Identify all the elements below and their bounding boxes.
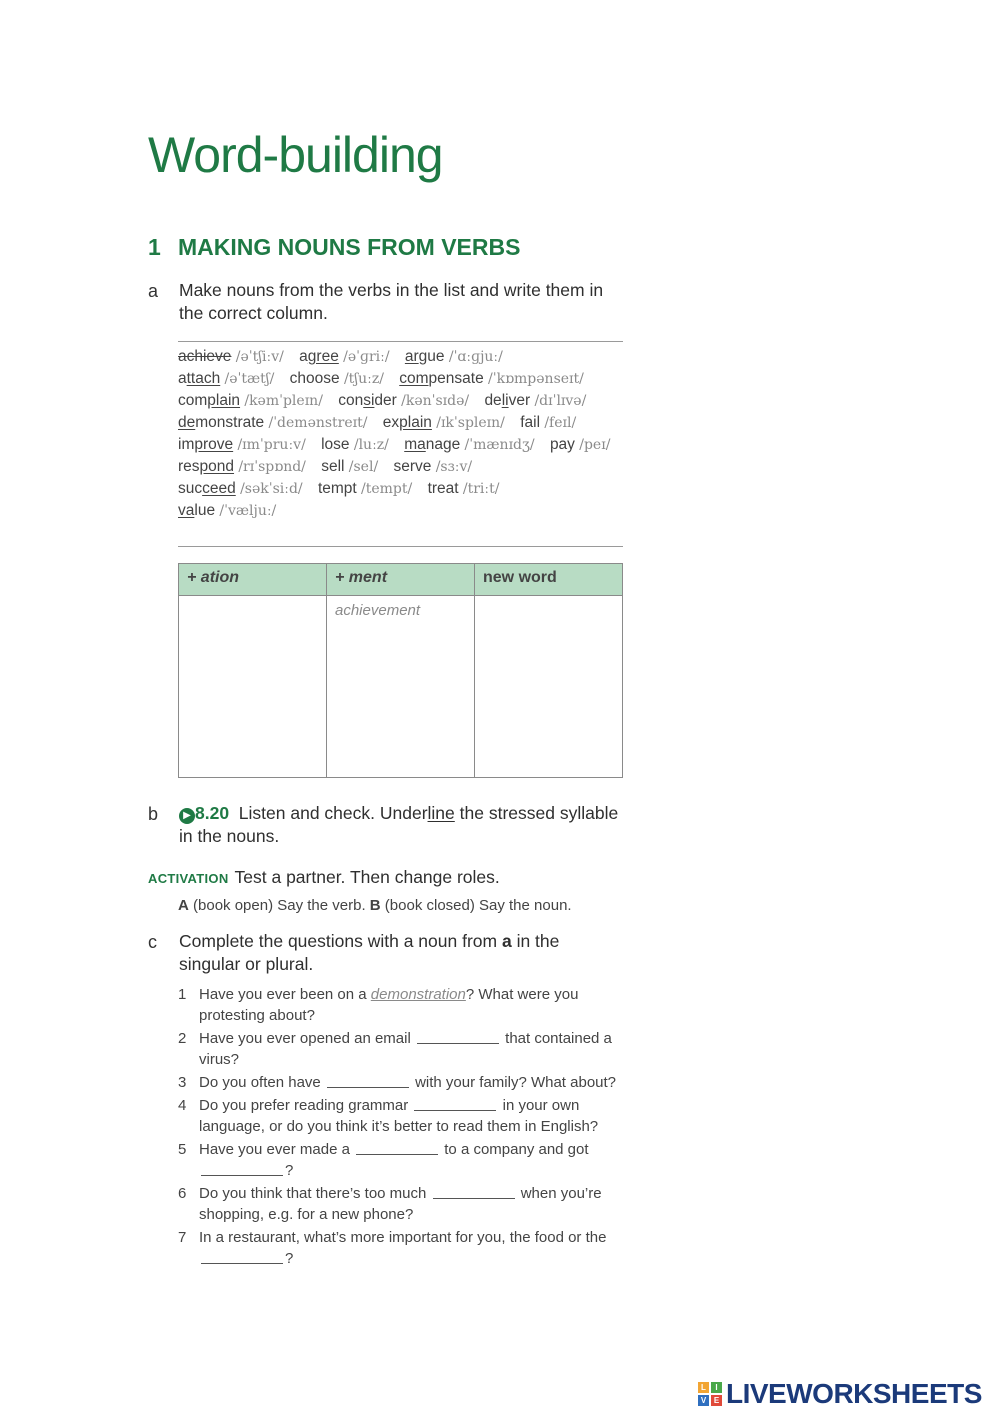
verb-word (338, 392, 397, 409)
phonetic-transcription: /ɪkˈspleɪn/ (436, 415, 505, 431)
question-part: in your own language, or do you think it’s better to read them in English? (199, 1097, 599, 1135)
verb-item (318, 480, 412, 497)
exercise-letter-a: a (148, 281, 159, 301)
phonetic-transcription: /əˈɡriː/ (343, 349, 390, 365)
question-text (199, 1183, 628, 1225)
question-part: when you’re shopping, e.g. for a new phone? (199, 1185, 602, 1223)
stressed-syllable: plain (399, 414, 432, 431)
question-number: 2 (178, 1030, 187, 1047)
phonetic-transcription: /ˈmænɪdʒ/ (464, 437, 535, 453)
phonetic-transcription: /sɜːv/ (435, 459, 473, 475)
role-a: A (178, 897, 189, 914)
verb-part: ver (508, 392, 531, 409)
exercise-letter-b: b (148, 804, 159, 824)
question-part: that contained a virus? (199, 1030, 612, 1068)
question-item (178, 1139, 628, 1181)
phonetic-transcription: /peɪ/ (579, 437, 611, 453)
stressed-syllable: ma (404, 436, 426, 453)
phonetic-transcription: /kənˈsɪdə/ (401, 393, 470, 409)
answer-blank[interactable] (201, 1249, 283, 1264)
verb-item (290, 370, 384, 387)
question-text (199, 1139, 628, 1181)
verb-word (428, 480, 459, 497)
question-item (178, 1028, 628, 1070)
exercise-b-text-end: the stressed syllable in the nouns. (179, 803, 619, 846)
logo-icon (698, 1382, 722, 1406)
verb-item (404, 436, 534, 453)
verb-part: a (178, 370, 187, 387)
verb-word (178, 370, 220, 387)
exercise-c-ref: a (501, 931, 512, 951)
exercise-c-text: Complete the questions with a noun from (179, 931, 502, 951)
verb-item (299, 348, 389, 365)
phonetic-transcription: /rɪˈspɒnd/ (238, 459, 306, 475)
phonetic-transcription: /tempt/ (361, 481, 413, 497)
question-list (178, 984, 628, 1271)
verb-part: con (338, 392, 364, 409)
phonetic-transcription: /kəmˈpleɪn/ (244, 393, 323, 409)
question-part: Have you ever made a (199, 1141, 355, 1158)
exercise-c-text-end: in the singular or plural. (179, 931, 560, 974)
question-number: 3 (178, 1074, 187, 1091)
activation-roles (178, 897, 572, 914)
verb-word (383, 414, 432, 431)
verb-part: sell (321, 458, 345, 475)
logo-tile: E (711, 1395, 722, 1406)
verb-part: treat (427, 480, 459, 497)
question-part: Have you ever opened an email (199, 1030, 415, 1047)
verb-part: der (374, 392, 397, 409)
activation-label: ACTIVATION (148, 871, 229, 886)
question-number: 6 (178, 1185, 187, 1202)
underlined-syllable: line (427, 803, 455, 823)
phonetic-transcription: /luːz/ (353, 437, 389, 453)
section-heading (148, 234, 520, 261)
verb-word (299, 348, 339, 365)
verb-part: nage (425, 436, 461, 453)
verb-word (318, 480, 357, 497)
verb-item (550, 436, 610, 453)
verb-word (178, 436, 233, 453)
question-part: ? (285, 1250, 294, 1267)
answer-blank[interactable] (414, 1096, 496, 1111)
verb-item (321, 436, 389, 453)
stressed-syllable: va (178, 502, 195, 519)
verb-part: serve (393, 458, 432, 475)
verb-part: achieve (178, 348, 232, 365)
verb-item (178, 370, 274, 387)
logo-text: LIVEWORKSHEETS (726, 1378, 982, 1409)
word-list-bottom-rule (178, 546, 623, 547)
verb-word (393, 458, 431, 475)
question-text (199, 1095, 628, 1137)
audio-icon[interactable]: ▶ (179, 808, 195, 824)
noun-table (178, 563, 623, 778)
stressed-syllable: pond (199, 458, 235, 475)
verb-item (178, 348, 284, 365)
verb-word (178, 480, 236, 497)
verb-word (520, 414, 540, 431)
stressed-syllable: de (178, 414, 196, 431)
stressed-syllable: prove (194, 436, 234, 453)
question-part: In a restaurant, what’s more important for you, the food or the (199, 1229, 607, 1246)
column-header-ation: + ation (179, 564, 327, 595)
verb-word (321, 436, 349, 453)
phonetic-transcription: /səkˈsiːd/ (240, 481, 303, 497)
phonetic-transcription: /ˈvæljuː/ (219, 503, 277, 519)
answer-blank[interactable] (327, 1073, 409, 1088)
stressed-syllable: gree (307, 348, 339, 365)
question-item (178, 1183, 628, 1225)
verb-item (321, 458, 378, 475)
audio-track-number: 8.20 (195, 803, 230, 823)
logo-tile: V (698, 1395, 709, 1406)
activation-text: Test a partner. Then change roles. (234, 867, 500, 887)
role-a-text: (book open) Say the verb. (188, 897, 370, 914)
verb-word (290, 370, 340, 387)
verb-part: tempt (317, 480, 357, 497)
verb-word (178, 458, 234, 475)
verb-word (321, 458, 344, 475)
verb-item (338, 392, 469, 409)
question-item (178, 1095, 628, 1137)
verb-word (550, 436, 575, 453)
column-header-ment: + ment (327, 564, 475, 595)
question-part: Do you think that there’s too much (199, 1185, 431, 1202)
question-part: ? What were you protesting about? (199, 986, 579, 1024)
exercise-b-instruction (179, 802, 624, 848)
phonetic-transcription: /ˈdemənstreɪt/ (268, 415, 368, 431)
stressed-syllable: plain (207, 392, 241, 409)
verb-item (178, 436, 306, 453)
question-text (199, 1028, 628, 1070)
exercise-b-text: Listen and check. Under (238, 803, 428, 823)
stressed-syllable: si (363, 392, 375, 409)
verb-part: res (178, 458, 200, 475)
new-word-column-cell[interactable] (475, 596, 622, 778)
role-b: B (369, 897, 381, 914)
exercise-a-instruction: Make nouns from the verbs in the list and write them in the correct column. (179, 280, 604, 323)
verb-word (404, 436, 460, 453)
example-answer: demonstration (370, 986, 466, 1003)
answer-blank[interactable] (356, 1140, 438, 1155)
activation-instruction (148, 867, 500, 888)
logo-tile: L (698, 1382, 709, 1393)
verb-item (178, 502, 276, 519)
verb-word (399, 370, 483, 387)
exercise-letter-c: c (148, 932, 157, 952)
question-text (199, 1072, 628, 1093)
verb-word (405, 348, 445, 365)
verb-word (178, 348, 231, 365)
question-part: ? (285, 1162, 294, 1179)
verb-part: im (178, 436, 195, 453)
question-number: 1 (178, 986, 187, 1003)
verb-item (399, 370, 584, 387)
verb-part: pay (549, 436, 575, 453)
stressed-syllable: ttach (186, 370, 221, 387)
phonetic-transcription: /ˈkɒmpənseɪt/ (488, 371, 584, 387)
phonetic-transcription: /sel/ (348, 459, 379, 475)
verb-part: monstrate (195, 414, 265, 431)
section-number: 1 (148, 234, 161, 260)
question-part: to a company and got (440, 1141, 589, 1158)
stressed-syllable: ar (404, 348, 419, 365)
ation-column-cell[interactable] (179, 596, 327, 778)
verb-word (178, 502, 215, 519)
question-number: 5 (178, 1141, 187, 1158)
verb-item (383, 414, 505, 431)
liveworksheets-logo (698, 1378, 982, 1410)
phonetic-transcription: /ˈɑːɡjuː/ (448, 349, 503, 365)
ment-column-cell[interactable]: achievement (327, 596, 475, 778)
verb-part: gue (418, 348, 445, 365)
verb-part: lose (321, 436, 350, 453)
question-part: with your family? What about? (410, 1074, 617, 1091)
question-item (178, 984, 628, 1026)
question-text (199, 1227, 628, 1269)
verb-item (178, 480, 303, 497)
verb-item (484, 392, 586, 409)
question-item (178, 1072, 628, 1093)
verb-item (393, 458, 472, 475)
answer-blank[interactable] (201, 1161, 283, 1176)
verb-word-list (178, 346, 623, 522)
verb-item (405, 348, 503, 365)
question-part: Do you prefer reading grammar (199, 1097, 413, 1114)
phonetic-transcription: /əˈtʃiːv/ (235, 349, 284, 365)
question-part: Have you ever been on a (199, 986, 371, 1003)
verb-item (520, 414, 576, 431)
verb-word (178, 392, 240, 409)
word-list-top-rule (178, 341, 623, 342)
verb-part: com (178, 392, 208, 409)
verb-part: a (299, 348, 308, 365)
question-part: Do you often have (199, 1074, 325, 1091)
phonetic-transcription: /ɪmˈpruːv/ (237, 437, 306, 453)
verb-part: fail (520, 414, 541, 431)
phonetic-transcription: /dɪˈlɪvə/ (534, 393, 587, 409)
stressed-syllable: li (501, 392, 509, 409)
phonetic-transcription: /feɪl/ (544, 415, 577, 431)
phonetic-transcription: /tʃuːz/ (343, 371, 384, 387)
phonetic-transcription: /triːt/ (462, 481, 500, 497)
question-text (199, 984, 628, 1026)
section-title: MAKING NOUNS FROM VERBS (178, 234, 521, 260)
verb-part: pensate (428, 370, 484, 387)
question-item (178, 1227, 628, 1269)
question-number: 4 (178, 1097, 187, 1114)
verb-word (484, 392, 530, 409)
verb-part: ex (382, 414, 400, 431)
role-b-text: (book closed) Say the noun. (380, 897, 572, 914)
verb-item (428, 480, 500, 497)
column-header-new-word: new word (483, 569, 557, 586)
answer-blank[interactable] (417, 1029, 499, 1044)
exercise-c-instruction (179, 930, 624, 976)
verb-part: lue (194, 502, 216, 519)
verb-word (178, 414, 264, 431)
logo-tile: I (711, 1382, 722, 1393)
stressed-syllable: ceed (202, 480, 236, 497)
verb-item (178, 414, 367, 431)
verb-item (178, 458, 306, 475)
verb-item (178, 392, 323, 409)
phonetic-transcription: /əˈtætʃ/ (224, 371, 275, 387)
question-number: 7 (178, 1229, 187, 1246)
verb-part: de (484, 392, 502, 409)
answer-blank[interactable] (433, 1184, 515, 1199)
verb-part: choose (289, 370, 340, 387)
stressed-syllable: com (399, 370, 429, 387)
page-title: Word-building (148, 127, 443, 183)
verb-part: suc (178, 480, 203, 497)
